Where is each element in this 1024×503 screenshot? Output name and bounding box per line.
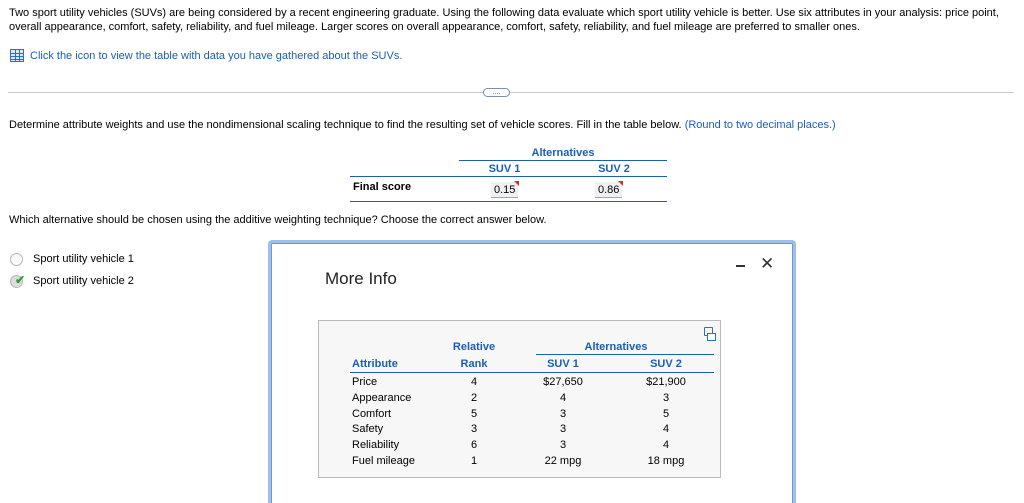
radio-suv1[interactable] (10, 253, 23, 266)
question-body: Determine attribute weights and use the nondimensional scaling technique to find the resulting set of vehicle scores. Fill in the table below. (9, 119, 682, 131)
choice-question: Which alternative should be chosen using the additive weighting technique? Choose the correct answer below. (9, 214, 547, 226)
suv2-cell: 18 mpg (647, 455, 685, 467)
rank-cell: 2 (470, 392, 478, 404)
expand-more-button[interactable]: .... (483, 88, 510, 97)
rank-cell: 5 (470, 408, 478, 420)
suv2-score-input[interactable]: 0.86 (595, 182, 622, 198)
section-divider (8, 92, 1014, 93)
rank-cell: 1 (470, 455, 478, 467)
attribute-header: Attribute (352, 358, 398, 370)
suv1-cell: 3 (559, 423, 567, 435)
radio-suv2[interactable] (10, 272, 26, 288)
table-grid-icon[interactable] (10, 49, 24, 62)
suv2-column-header: SUV 2 (598, 163, 630, 175)
suv2-cell: 3 (662, 392, 670, 404)
alternatives-rule (459, 160, 667, 161)
data-table-link[interactable] (10, 49, 402, 62)
rank-cell: 3 (470, 423, 478, 435)
option-suv2-label[interactable]: Sport utility vehicle 2 (33, 275, 134, 287)
suv2-cell: 5 (662, 408, 670, 420)
final-score-label: Final score (353, 181, 412, 193)
data-table-link-label[interactable]: Click the icon to view the table with data you have gathered about the SUVs. (30, 49, 403, 62)
info-suv1-header: SUV 1 (547, 358, 579, 370)
rank-cell: 4 (470, 376, 478, 388)
suv2-cell: $21,900 (646, 376, 686, 388)
close-icon[interactable]: ✕ (760, 254, 775, 273)
attribute-cell: Price (352, 376, 378, 388)
info-alternatives-rule (536, 354, 714, 355)
info-suv2-header: SUV 2 (650, 358, 682, 370)
suv2-cell: 4 (662, 423, 670, 435)
table-bottom-rule (350, 201, 667, 202)
suv1-score-input[interactable]: 0.15 (491, 182, 518, 198)
rank-cell: 6 (470, 439, 478, 451)
suv1-cell: 22 mpg (544, 455, 582, 467)
option-suv1-label[interactable]: Sport utility vehicle 1 (33, 253, 134, 265)
copy-icon[interactable] (704, 327, 713, 336)
attribute-cell: Comfort (352, 408, 392, 420)
suv1-cell: 3 (559, 439, 567, 451)
check-icon: ✔ (15, 272, 26, 287)
problem-statement: Two sport utility vehicles (SUVs) are being considered by a recent engineering graduate. Using the following data evaluate which sport utility vehicle is better. Use six attributes in your analysis: price point, overall appearance, comfort, safety, reliability, and fuel mileage. Larger scores on overall appearance, comfort, safety, reliability, and fuel mileage are preferred to smaller ones. (9, 7, 999, 33)
info-alternatives-header: Alternatives (584, 341, 648, 353)
suv1-cell: $27,650 (543, 376, 583, 388)
suv1-column-header: SUV 1 (488, 163, 521, 175)
rank-header-top: Relative (452, 341, 496, 353)
minimize-button[interactable] (735, 257, 747, 271)
attribute-cell: Reliability (352, 439, 400, 451)
dialog-title: More Info (325, 269, 397, 288)
rounding-hint: (Round to two decimal places.) (684, 119, 836, 131)
suv2-cell: 4 (662, 439, 670, 451)
option-suv1[interactable] (10, 248, 134, 270)
attribute-cell: Fuel mileage (352, 455, 415, 467)
attribute-cell: Appearance (352, 392, 412, 404)
question-text (9, 119, 836, 131)
suv1-cell: 4 (559, 392, 567, 404)
rank-header-bottom: Rank (460, 358, 488, 370)
attribute-cell: Safety (352, 423, 384, 435)
answer-options (10, 248, 134, 292)
option-suv2[interactable] (10, 270, 134, 292)
alternatives-header: Alternatives (531, 147, 595, 159)
suv1-cell: 3 (559, 408, 567, 420)
header-rule (350, 176, 667, 177)
info-header-rule (350, 372, 714, 373)
